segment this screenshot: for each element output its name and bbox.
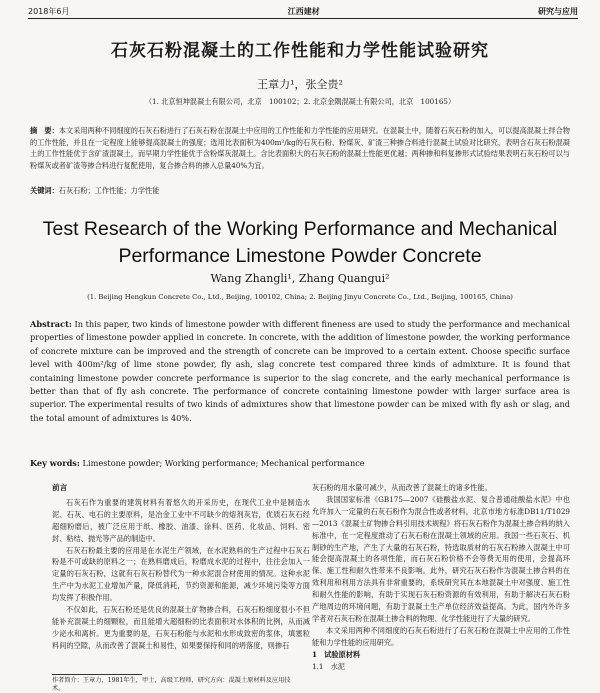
en-authors: Wang Zhangli¹, Zhang Quangui²: [210, 272, 390, 285]
footnote-rule: [52, 674, 142, 675]
en-keywords-text: Limestone powder; Working performance; Mechanical performance: [82, 458, 365, 468]
cn-affiliation: （1. 北京恒坤混凝土有限公司，北京 100102；2. 北京金隅混凝土有限公司，北京 100165）: [144, 97, 456, 106]
cn-abstract-label: 摘 要：: [30, 126, 59, 135]
header-section: 研究与应用: [537, 6, 578, 16]
body-paragraph: 不仅如此，石灰石粉还是优良的混凝土矿物掺合料，石灰石粉细度很小不但能补充混凝土的细颗粒，而且能增大超细粉的比表面积对水体积的比例，从而减少泌水和离析。更为重要的是，石灰石粉能与水泥和水形成致密的浆体，填塞粒料间的空隙，从而改善了混凝土和易性，如果要保持和同的坍落度，则掺石: [52, 605, 310, 650]
en-abstract: [30, 318, 570, 425]
cn-keywords-text: 石灰石粉；工作性能；力学性能: [58, 186, 160, 195]
cn-keywords-label: 关键词：: [30, 186, 59, 195]
section-1-title: 1 试验原材料: [312, 649, 361, 659]
en-keywords-label: Key words:: [30, 458, 80, 468]
en-affiliation: (1. Beijing Hengkun Concrete Co., Ltd., Beijing, 100102, China; 2. Beijing Jinyu Concrete Co., Ltd., Beijing, 100165, China): [87, 293, 513, 301]
en-title: Test Research of the Working Performance and Mechanical Performance Limestone Powder Concrete: [42, 218, 558, 267]
preface-title: 前言: [52, 483, 68, 492]
author-footnote: 作者简介：王章力，1981年生，甲士，高级工程师，研究方向：混凝土原材料及应用技术。: [52, 677, 291, 692]
en-keywords: [30, 458, 570, 468]
en-abstract-label: Abstract:: [30, 319, 72, 329]
body-paragraph: 我国国家标准《GB175—2007《硅酸盐水泥、复合普通硅酸盐水泥》中也允许加入一定量的石灰石粉作为混合性或者材料，北京市地方标准DB11/T1029—2013《混凝土矿物掺合料引用技术规程》将石灰石粉作为混凝土掺合料的纳入标准中，在一定程度推动了石灰石粉在混凝土领域的应用。我国一些石灰石、机制砂的生产地，产生了大量的石灰石粉，特选取质材的石灰石粉掺入混凝土中可能会提高混凝土的各项性能，而石灰石粉价格不会等费无用的使用，会提高环保、施工性和耐久性带来不良影响。此外，研究石灰石粉作为混凝土掺合料的在效利用和利用方法具有非常重要的，系统研究其在本地混凝土中对强度、施工性和耐久性能的影响，有助于实现石灰石粉资源的有效利用，有助于解决石灰石粉产地周边的环境问题，有助于混凝土生产单位经济效益提高。为此，国内外许多学者对石灰石粉在混凝土掺合料的物理、化学性能进行了大量的研究。: [312, 494, 570, 623]
cn-keywords: [30, 186, 570, 196]
en-abstract-text: In this paper, two kinds of limestone powder with different fineness are used to study the performance and mechanical properties of limestone powder applied in concrete. In concrete, with the addition of limestone powder, the working performance of concrete mixture can be improved and the strength of concrete can be improved to a certain extent. Choose specific surface level with 400m²/kg of lime stone powder, fly ash, slag concrete test compared three kinds of admixture. It is found that containing limestone powder concrete performance is superior to the slag concrete, and the early mechanical performance is better than that of fly ash concrete. The performance of concrete containing limestone powder with larger surface area is superior. The experimental results of two kinds of admixtures show that limestone powder can be mixed with fly ash or slag, and the total amount of admixtures is 40%.: [30, 319, 570, 423]
header-journal: 江西建材: [287, 6, 320, 16]
body-column-left: [52, 482, 310, 652]
body-paragraph: 石灰石粉最主要的应用是在水泥生产领域，在水泥熟料的生产过程中石灰石粉是不可或缺的原料之一；在熟料磨成后，粉磨成水泥的过程中，往往会加入一定量的石灰石粉，这就有石灰石粉替代为一种水泥混合材使用的情况。这种水泥生产中为水泥工业增加产量，降低消耗，节约资源和能源，减少环境污染等方面均发挥了积极作用。: [52, 545, 310, 603]
body-paragraph: 灰石粉的用水量可减少，从而改善了混凝土的诸多性能。: [312, 483, 492, 492]
running-header: [28, 4, 578, 18]
section-1-1-title: 1.1 水泥: [312, 661, 345, 671]
header-rule: [28, 18, 578, 19]
cn-title: 石灰石粉混凝土的工作性能和力学性能试验研究: [111, 41, 489, 61]
body-column-right: [312, 482, 570, 673]
cn-abstract: [30, 125, 570, 171]
cn-authors: 王章力¹，张全贵²: [257, 78, 343, 91]
body-paragraph: 本文采用两种不同细度的石灰石粉进行了石灰石粉在混凝土中应用的工作性能和力学性能的应用研究。: [312, 625, 570, 647]
cn-abstract-text: 本文采用两种不同细度的石灰石粉进行了石灰石粉在混凝土中应用的工作性能和力学性能的应用研究。在混凝土中，随着石灰石粉的加入，可以提高混凝土拌合物的工作性能，并且在一定程度上能够提高混凝土的强度；选用比表面积为400m²/kg的石灰石粉、粉煤灰、矿渣三种掺合料进行混凝土试验对比研究，表明含石灰石粉混凝土的工作性能优于含矿渣混凝土，而早期力学性能优于含粉煤灰混凝土。含比表面积大的石灰石粉的混凝土性能更优越；两种掺和料复掺形式试验结果表明石灰石粉可以与粉煤灰或者矿渣等掺合料进行复配使用，复合掺合料的掺入总量40%为宜。: [30, 126, 570, 170]
body-paragraph: 石灰石作为重要的建筑材料有着悠久的开采历史，在现代工业中是制造水泥、石灰、电石的主要原料，是冶金工业中不可缺少的熔剂灰岩，优质石灰石经超细粉磨后，被广泛应用于纸、橡胶、油漆、涂料、医药、化妆品、饲料、密封、粘结、抛光等产品的制造中。: [52, 497, 310, 543]
header-date: 2018年6月: [28, 6, 70, 16]
